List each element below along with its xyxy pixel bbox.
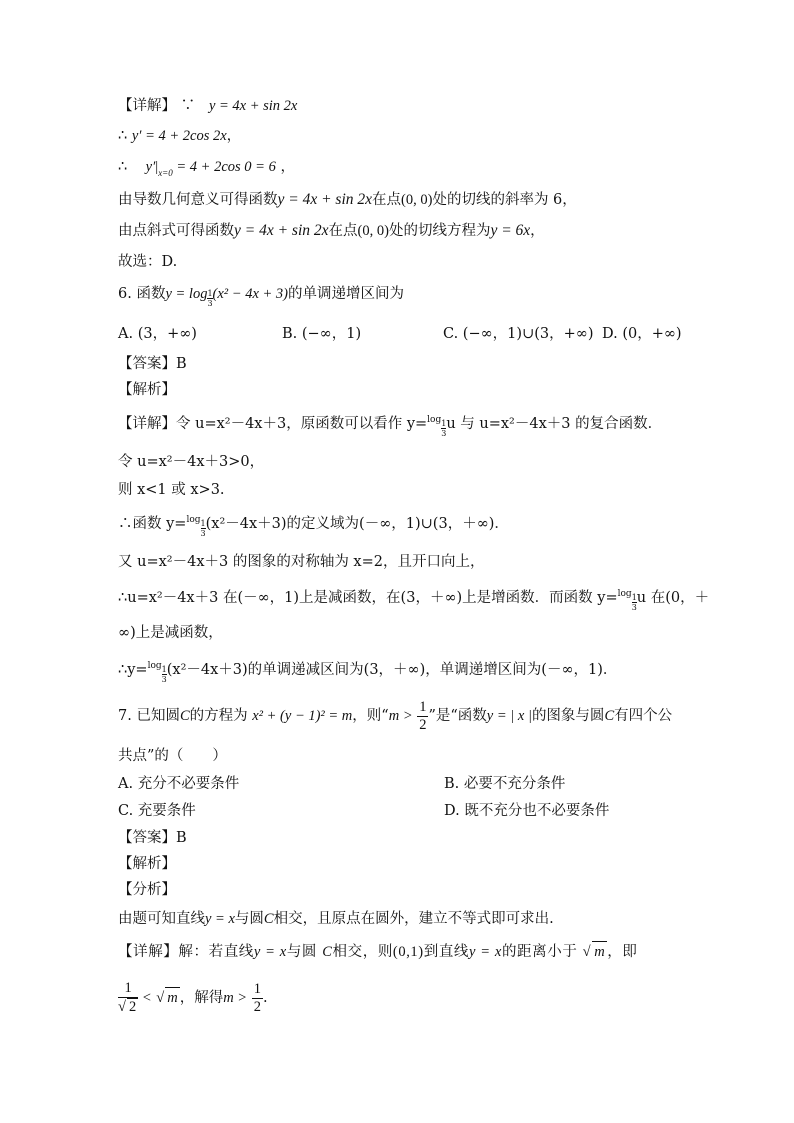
q6-detail-line-1: 【详解】令 u=x²－4x＋3，原函数可以看作 y=$^{log}$ $\frac{1}{3}u$ 与 u=x²－4x＋3 的复合函数． (118, 415, 663, 438)
sqrt-m: m (592, 941, 607, 962)
q5-detail-line-2: ∴ y′ = 4 + 2cos 2x， (118, 128, 242, 144)
log-base-fraction: $\frac{1}{3}$ (207, 289, 213, 308)
q7-option-a: A. 充分不必要条件 (118, 776, 240, 792)
q6-option-d: D. (0，+∞) (602, 326, 682, 342)
q7-answer: 【答案】B (118, 830, 187, 846)
q7-option-d: D. 既不充分也不必要条件 (444, 803, 610, 819)
q7-fenxi-tag: 【分析】 (118, 882, 176, 898)
q5-detail-line-1: 【详解】 ∵ y = 4x + sin 2x (118, 98, 298, 114)
q6-option-a: A. (3，+∞) (118, 326, 197, 342)
circle-equation: x² + (y − 1)² = m (252, 708, 353, 724)
q6-answer: 【答案】B (118, 356, 187, 372)
q7-detail-line-1: 【详解】解：若直线y = x与圆 C相交，则(0,1)到直线y = x的距离小于 √ m ，即 (118, 941, 638, 962)
q5-detail-line-3: ∴ $y'|_{x=0} = 4 + 2\cos$ 0 = 6 ， (118, 159, 295, 178)
formula: = 4 + 2cos 0 = 6 (172, 159, 276, 175)
q6-option-c: C. (−∞，1)∪(3，+∞) (443, 326, 594, 342)
q6-detail-line-8: ∴y=$^{log}$ $\frac{1}{3}(x^2-4x+3)$的单调递减区间为(3，＋∞)，单调递增区间为(－∞，1)． (118, 661, 618, 684)
q7-option-b: B. 必要不充分条件 (444, 776, 566, 792)
formula: y = 4x + sin 2x (208, 98, 298, 114)
half-fraction: $\frac{1}{2}$ (419, 698, 427, 733)
q6-analysis-tag: 【解析】 (118, 382, 176, 398)
q5-detail-line-5: 由点斜式可得函数y = 4x + sin 2x在点(0, 0)处的切线方程为y = 6x， (118, 222, 545, 239)
q6-detail-line-3: 则 x<1 或 x>3. (118, 482, 225, 498)
formula: y′ = 4 + 2cos 2x (131, 128, 227, 144)
q6-option-b: B. (−∞，1) (282, 326, 362, 342)
q7-fenxi-text: 由题可知直线y = x与圆C相交，且原点在圆外，建立不等式即可求出. (118, 911, 554, 927)
inequality-fraction: $\frac{1}{√ 2}$ (118, 980, 137, 1015)
q7-stem-line-1: 7. 已知圆C的方程为 x² + (y − 1)² = m，则“m > $\frac{1}{2}$ ”是“函数y = | x |的图象与圆C有四个公 (118, 698, 673, 733)
q6-detail-line-2: 令 u=x²－4x＋3>0， (118, 454, 265, 470)
formula: y = 4x + sin 2x (277, 191, 373, 208)
q7-detail-line-2: $\frac{1}{√ 2}$ < √ m ，解得m > $\frac{1}{2}$ . (118, 980, 268, 1015)
q6-detail-line-5: 又 u=x²－4x＋3 的图象的对称轴为 x=2，且开口向上， (118, 554, 485, 570)
q7-option-c: C. 充要条件 (118, 803, 196, 819)
formula: y = 4x + sin 2x (234, 222, 329, 239)
q6-detail-line-4: ∴函数 y=$^{log}$ $\frac{1}{3}(x^2-4x+3)$的定义域为(－∞，1)∪(3，＋∞)． (118, 515, 509, 538)
q6-stem: 6. 函数y = log $\frac{1}{3}(x^2 - 4x + 3)$的单调递增区间为 (118, 286, 404, 308)
q7-stem-line-2: 共点”的（ ） (118, 748, 227, 764)
q6-detail-line-7: ∞)上是减函数， (118, 625, 223, 641)
q7-analysis-tag: 【解析】 (118, 856, 176, 872)
detail-tag: 【详解】 (118, 98, 176, 114)
q5-choice: 故选：D. (118, 254, 178, 270)
q5-detail-line-4: 由导数几何意义可得函数y = 4x + sin 2x在点(0, 0)处的切线的斜率为 6， (118, 191, 577, 208)
q6-detail-line-6: ∴u=x²－4x＋3 在(－∞，1)上是减函数，在(3，＋∞)上是增函数．而函数 y=$^{log}$ $\frac{1}{3}u$ 在(0，＋ (118, 589, 710, 612)
